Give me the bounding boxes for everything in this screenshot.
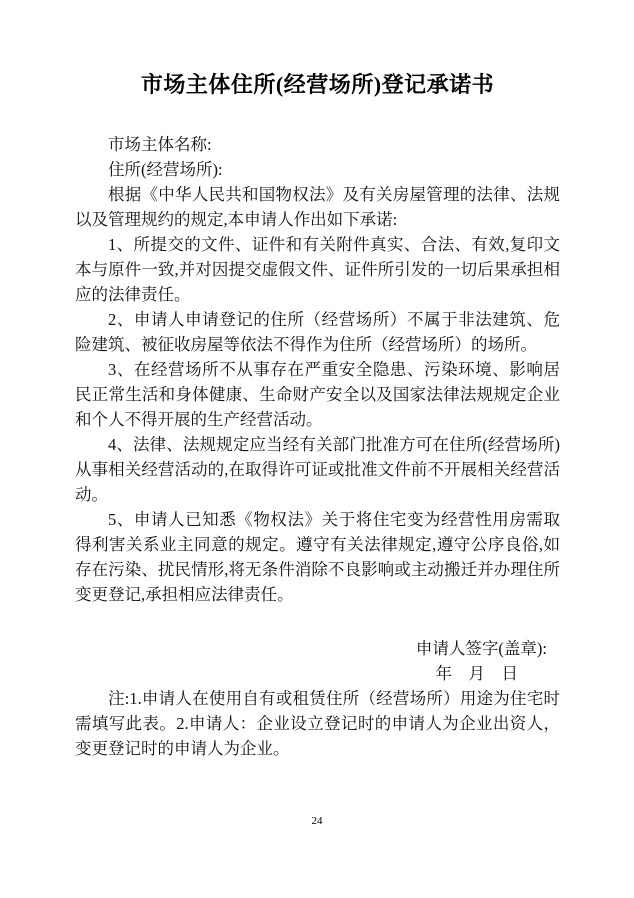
document-body — [75, 132, 560, 761]
document-title: 市场主体住所(经营场所)登记承诺书 — [140, 72, 495, 97]
entity-name-label: 市场主体名称: — [108, 135, 212, 154]
applicant-signature-label: 申请人签字(盖章): — [415, 639, 547, 658]
commitment-item-3: 3、在经营场所不从事存在严重安全隐患、污染环境、影响居民正常生活和身体健康、生命财产安全以及国家法律法规规定企业和个人不得开展的生产经营活动。 — [75, 360, 560, 429]
commitment-item-1: 1、所提交的文件、证件和有关附件真实、合法、有效,复印文本与原件一致,并对因提交虚假文件、证件所引发的一切后果承担相应的法律责任。 — [75, 235, 560, 304]
address-label: 住所(经营场所): — [108, 160, 223, 179]
commitment-item-5: 5、申请人已知悉《物权法》关于将住宅变为经营性用房需取得利害关系业主同意的规定。遵守有关法律规定,遵守公序良俗,如存在污染、扰民情形,将无条件消除不良影响或主动搬迁并办理住所变更登记,承担相应法律责任。 — [75, 510, 560, 604]
signature-block — [75, 636, 560, 686]
commitment-item-2: 2、申请人申请登记的住所（经营场所）不属于非法建筑、危险建筑、被征收房屋等依法不得作为住所（经营场所）的场所。 — [75, 310, 560, 354]
commitment-item-4: 4、法律、法规规定应当经有关部门批准方可在住所(经营场所)从事相关经营活动的,在取得许可证或批准文件前不开展相关经营活动。 — [75, 435, 560, 504]
intro-paragraph: 根据《中华人民共和国物权法》及有关房屋管理的法律、法规以及管理规约的规定,本申请人作出如下承诺: — [75, 185, 560, 229]
date-label: 年 月 日 — [435, 664, 518, 683]
page-number: 24 — [311, 815, 323, 827]
note-paragraph: 注:1.申请人在使用自有或租赁住所（经营场所）用途为住宅时需填写此表。2.申请人：企业设立登记时的申请人为企业出资人，变更登记时的申请人为企业。 — [75, 689, 560, 758]
